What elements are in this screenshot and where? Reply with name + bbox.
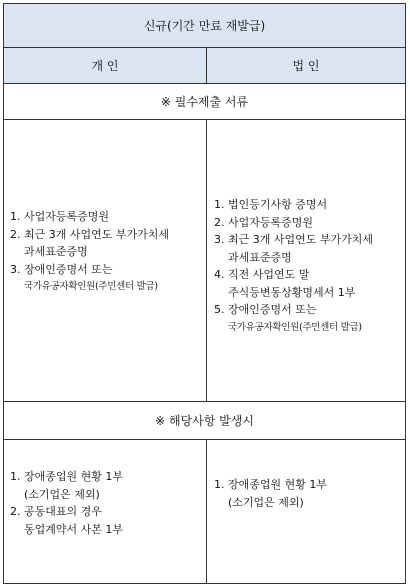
list-item (214, 301, 405, 319)
list-item-continuation (214, 249, 405, 267)
column-header-corporate (207, 48, 405, 83)
item-text: 사업자등록증명원 (24, 210, 110, 223)
list-item (10, 226, 206, 244)
item-number: 2. (10, 505, 21, 518)
item-text: 국가유공자확인원(주민센터 발급) (228, 321, 362, 333)
item-text: 장애인증명서 또는 (228, 303, 317, 316)
list-item (214, 231, 405, 249)
table-title-text: 신규(기간 만료 재발급) (143, 19, 266, 33)
conditional-individual-list (10, 468, 206, 538)
list-item-continuation (10, 278, 206, 296)
list-item-continuation (10, 521, 206, 539)
item-number: 3. (10, 262, 21, 276)
section-title-required (4, 83, 405, 119)
list-item-continuation (214, 284, 405, 302)
item-text: 장애인증명서 또는 (24, 262, 113, 276)
document-table (3, 3, 406, 584)
column-header-individual (4, 48, 207, 83)
required-individual-cell (4, 120, 207, 401)
item-number: 1. (10, 470, 21, 483)
conditional-corporate-list (214, 476, 405, 511)
item-text: 장애종업원 현황 1부 (24, 470, 123, 483)
item-text: (소기업은 제외) (228, 495, 304, 509)
item-text: 주식등변동상황명세서 1부 (228, 285, 356, 299)
item-number: 5. (214, 303, 225, 316)
column-header-individual-label: 개 인 (91, 59, 119, 73)
list-item (214, 266, 405, 284)
item-text: 국가유공자확인원(주민센터 발급) (24, 281, 158, 292)
list-item (214, 196, 405, 214)
section-title-required-text: ※ 필수제출 서류 (160, 95, 249, 109)
section-title-conditional-text: ※ 해당사항 발생시 (155, 414, 254, 428)
list-item (214, 476, 405, 494)
list-item-continuation (214, 319, 405, 337)
item-number: 1. (214, 478, 225, 491)
column-header-row (4, 47, 405, 83)
required-individual-list (10, 208, 206, 296)
item-text: 최근 3개 사업연도 부가가치세 (228, 233, 373, 246)
item-text: 최근 3개 사업연도 부가가치세 (24, 227, 169, 241)
item-number: 2. (214, 215, 225, 229)
item-number: 1. (214, 198, 225, 211)
list-item-continuation (10, 243, 206, 261)
list-item (10, 261, 206, 279)
item-text: 동업계약서 사본 1부 (24, 522, 123, 536)
item-text: 과세표준증명 (24, 245, 88, 258)
item-text: 과세표준증명 (228, 250, 292, 264)
item-number: 1. (10, 210, 21, 223)
item-text: 직전 사업연도 말 (228, 268, 310, 281)
section-body-conditional (4, 439, 405, 583)
list-item (10, 468, 206, 486)
item-number: 4. (214, 268, 225, 281)
list-item-continuation (214, 494, 405, 512)
required-corporate-list (214, 196, 405, 336)
required-corporate-cell (207, 120, 405, 401)
item-number: 2. (10, 227, 21, 241)
section-title-conditional (4, 401, 405, 439)
conditional-individual-cell (4, 440, 207, 583)
column-header-corporate-label: 법 인 (292, 59, 320, 73)
item-number: 3. (214, 233, 225, 246)
item-text: 장애종업원 현황 1부 (228, 478, 327, 491)
item-text: 사업자등록증명원 (228, 215, 314, 229)
list-item (10, 503, 206, 521)
list-item-continuation (10, 486, 206, 504)
item-text: (소기업은 제외) (24, 487, 100, 501)
conditional-corporate-cell (207, 440, 405, 583)
list-item (10, 208, 206, 226)
item-text: 공동대표의 경우 (24, 505, 102, 518)
section-body-required (4, 119, 405, 401)
item-text: 법인등기사항 증명서 (228, 198, 328, 211)
list-item (214, 214, 405, 232)
table-title (4, 4, 405, 47)
